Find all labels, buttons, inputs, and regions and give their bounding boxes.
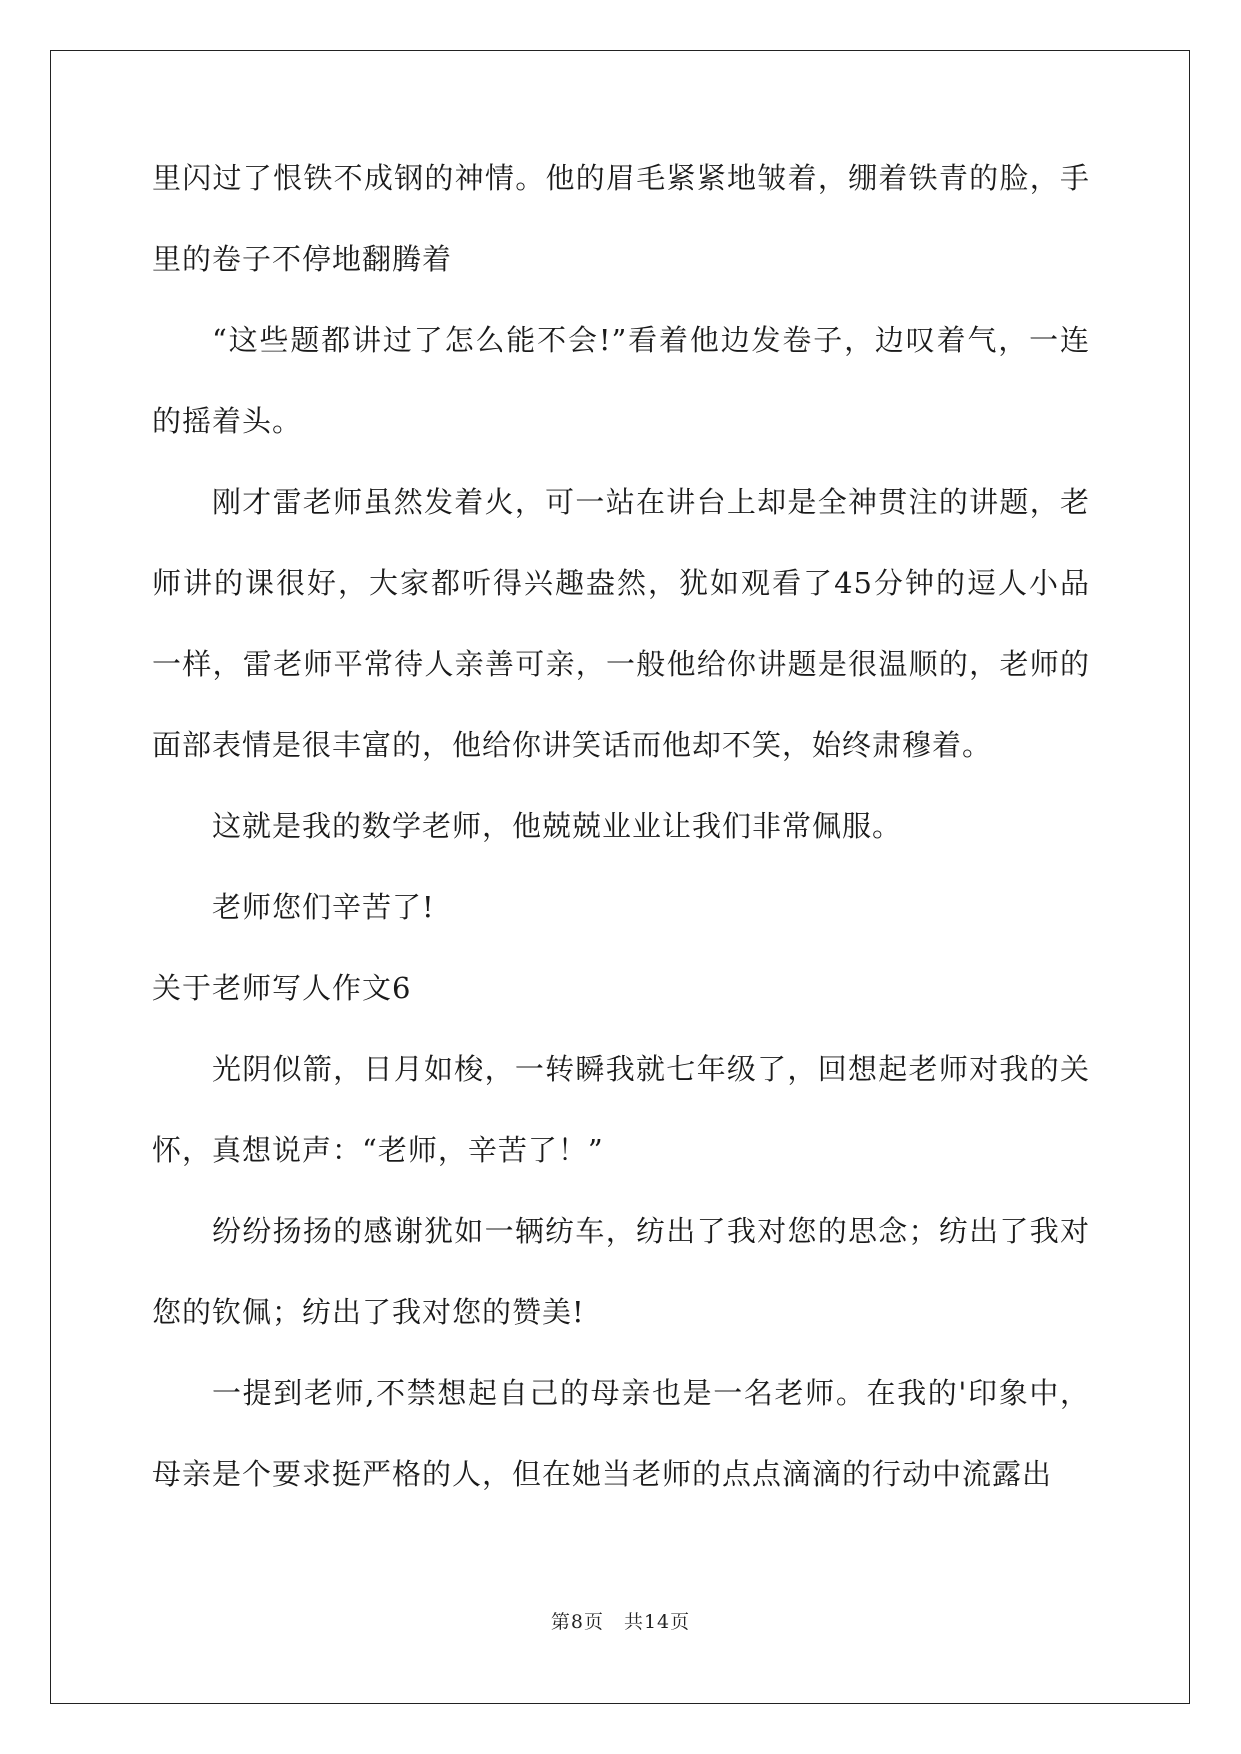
paragraph-8: 一提到老师,不禁想起自己的母亲也是一名老师。在我的'印象中，母亲是个要求挺严格的人，但在她当老师的点点滴滴的行动中流露出: [152, 1376, 1090, 1491]
page-number: 第8页: [550, 1611, 604, 1633]
paragraph-6: 光阴似箭，日月如梭，一转瞬我就七年级了，回想起老师对我的关怀，真想说声：“老师，辛苦了！”: [152, 1052, 1090, 1167]
page-total: 共14页: [623, 1611, 691, 1633]
paragraph-3: 刚才雷老师虽然发着火，可一站在讲台上却是全神贯注的讲题，老师讲的课很好，大家都听得兴趣盎然，犹如观看了45分钟的逗人小品一样，雷老师平常待人亲善可亲，一般他给你讲题是很温顺的，老师的面部表情是很丰富的，他给你讲笑话而他却不笑，始终肃穆着。: [152, 485, 1090, 762]
document-body: [152, 138, 1090, 1515]
page-footer: [0, 1607, 1241, 1634]
paragraph-4: 这就是我的数学老师，他兢兢业业让我们非常佩服。: [212, 809, 903, 843]
section-heading: 关于老师写人作文6: [152, 971, 412, 1005]
paragraph-5: 老师您们辛苦了!: [212, 890, 435, 924]
paragraph-7: 纷纷扬扬的感谢犹如一辆纺车，纺出了我对您的思念；纺出了我对您的钦佩；纺出了我对您的赞美!: [152, 1214, 1090, 1329]
paragraph-2: “这些题都讲过了怎么能不会!”看着他边发卷子，边叹着气，一连的摇着头。: [152, 323, 1090, 438]
paragraph-1: 里闪过了恨铁不成钢的神情。他的眉毛紧紧地皱着，绷着铁青的脸，手里的卷子不停地翻腾着: [152, 161, 1090, 276]
